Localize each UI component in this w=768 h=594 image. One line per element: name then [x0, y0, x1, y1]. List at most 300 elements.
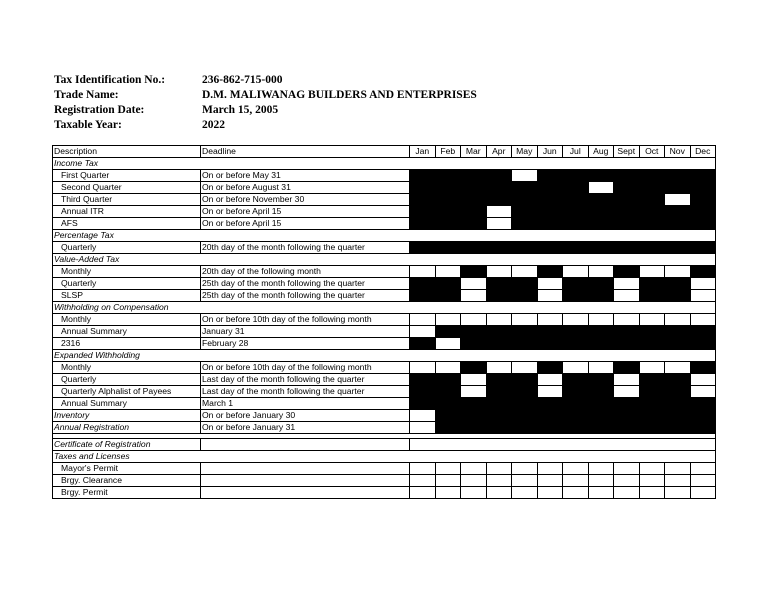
table-row: [53, 362, 716, 374]
month-cell-filled: [461, 170, 487, 182]
category-label: Value-Added Tax: [53, 254, 716, 266]
month-cell-empty: [537, 386, 563, 398]
category-row: [53, 230, 716, 242]
month-cell-filled: [486, 410, 512, 422]
month-cell-empty: [486, 362, 512, 374]
month-cell-filled: [410, 374, 436, 386]
description-cell: Annual Summary: [53, 326, 201, 338]
month-cell-empty: [461, 463, 487, 475]
month-cell-filled: [690, 206, 716, 218]
month-cell-filled: [563, 338, 589, 350]
deadline-cell: March 1: [201, 398, 410, 410]
month-cell-filled: [512, 218, 538, 230]
month-cell-filled: [512, 410, 538, 422]
month-cell-empty: [588, 182, 614, 194]
month-cell-empty: [486, 475, 512, 487]
month-cell-filled: [410, 386, 436, 398]
month-cell-empty: [461, 386, 487, 398]
month-cell-filled: [537, 242, 563, 254]
month-cell-empty: [588, 362, 614, 374]
description-cell: Quarterly: [53, 374, 201, 386]
month-cell-filled: [639, 182, 665, 194]
deadline-cell: [201, 475, 410, 487]
month-cell-filled: [537, 362, 563, 374]
month-cell-filled: [486, 326, 512, 338]
category-label: Percentage Tax: [53, 230, 716, 242]
month-cell-empty: [435, 475, 461, 487]
month-cell-filled: [486, 182, 512, 194]
month-cell-filled: [486, 374, 512, 386]
month-cell-empty: [512, 475, 538, 487]
month-cell-filled: [435, 194, 461, 206]
month-cell-empty: [512, 170, 538, 182]
deadline-cell: 25th day of the month following the quarter: [201, 290, 410, 302]
month-cell-filled: [588, 326, 614, 338]
info-value: March 15, 2005: [202, 104, 279, 116]
category-row: [53, 158, 716, 170]
month-header: Jan: [410, 146, 436, 158]
month-cell-filled: [639, 374, 665, 386]
month-cell-filled: [665, 218, 691, 230]
month-cell-filled: [665, 386, 691, 398]
month-cell-empty: [614, 374, 640, 386]
month-cell-filled: [486, 278, 512, 290]
description-cell: First Quarter: [53, 170, 201, 182]
deadline-cell: [201, 487, 410, 499]
month-cell-filled: [690, 362, 716, 374]
description-cell: Third Quarter: [53, 194, 201, 206]
month-cell-filled: [614, 206, 640, 218]
month-cell-filled: [690, 422, 716, 434]
month-cell-filled: [563, 218, 589, 230]
month-cell-filled: [665, 422, 691, 434]
month-cell-filled: [410, 218, 436, 230]
month-cell-filled: [614, 242, 640, 254]
month-cell-filled: [435, 206, 461, 218]
month-header: Aug: [588, 146, 614, 158]
category-label: Income Tax: [53, 158, 716, 170]
category-row: [53, 302, 716, 314]
month-cell-empty: [690, 475, 716, 487]
month-header: Jul: [563, 146, 589, 158]
month-cell-empty: [410, 422, 436, 434]
category-row: [53, 254, 716, 266]
month-cell-filled: [486, 422, 512, 434]
month-cell-filled: [588, 410, 614, 422]
month-cell-empty: [410, 266, 436, 278]
table-row: [53, 278, 716, 290]
month-cell-filled: [410, 338, 436, 350]
description-cell: Annual Registration: [53, 422, 201, 434]
month-cell-filled: [665, 170, 691, 182]
deadline-header: Deadline: [201, 146, 410, 158]
description-cell: Mayor's Permit: [53, 463, 201, 475]
month-cell-filled: [537, 410, 563, 422]
month-cell-filled: [639, 410, 665, 422]
month-cell-filled: [486, 338, 512, 350]
month-cell-filled: [537, 218, 563, 230]
month-cell-empty: [512, 362, 538, 374]
month-cell-empty: [665, 314, 691, 326]
month-cell-filled: [512, 278, 538, 290]
description-header: Description: [53, 146, 201, 158]
month-cell-empty: [410, 463, 436, 475]
month-cell-empty: [588, 487, 614, 499]
month-cell-filled: [435, 374, 461, 386]
month-cell-empty: [665, 194, 691, 206]
month-cell-filled: [588, 242, 614, 254]
month-cell-empty: [563, 314, 589, 326]
info-row: [54, 73, 477, 88]
category-label: Expanded Withholding: [53, 350, 716, 362]
month-cell-empty: [690, 290, 716, 302]
month-cell-filled: [486, 398, 512, 410]
deadline-cell: On or before May 31: [201, 170, 410, 182]
month-cell-filled: [461, 326, 487, 338]
month-cell-empty: [435, 314, 461, 326]
month-cell-empty: [690, 487, 716, 499]
months-cell: [410, 439, 716, 451]
month-cell-filled: [614, 218, 640, 230]
month-header: May: [512, 146, 538, 158]
month-cell-filled: [588, 374, 614, 386]
table-row: [53, 386, 716, 398]
month-cell-filled: [665, 410, 691, 422]
month-cell-filled: [639, 422, 665, 434]
description-cell: Quarterly: [53, 278, 201, 290]
month-cell-empty: [614, 386, 640, 398]
month-cell-filled: [563, 194, 589, 206]
description-cell: Brgy. Clearance: [53, 475, 201, 487]
month-cell-filled: [614, 398, 640, 410]
month-cell-filled: [639, 242, 665, 254]
category-label: Certificate of Registration: [53, 439, 201, 451]
month-cell-empty: [614, 463, 640, 475]
month-cell-filled: [410, 206, 436, 218]
month-cell-filled: [690, 182, 716, 194]
month-cell-filled: [461, 338, 487, 350]
table-row: [53, 266, 716, 278]
month-cell-filled: [435, 410, 461, 422]
month-cell-filled: [614, 266, 640, 278]
month-header: Sept: [614, 146, 640, 158]
month-cell-filled: [461, 182, 487, 194]
month-cell-filled: [563, 242, 589, 254]
deadline-cell: On or before November 30: [201, 194, 410, 206]
month-cell-empty: [563, 362, 589, 374]
month-cell-empty: [486, 218, 512, 230]
table-row: [53, 218, 716, 230]
taxpayer-info: [54, 73, 477, 133]
month-cell-filled: [588, 422, 614, 434]
month-cell-filled: [563, 278, 589, 290]
month-cell-empty: [639, 463, 665, 475]
month-cell-filled: [537, 170, 563, 182]
deadline-cell: [201, 463, 410, 475]
month-cell-filled: [665, 182, 691, 194]
month-cell-filled: [665, 242, 691, 254]
month-cell-empty: [537, 475, 563, 487]
deadline-cell: February 28: [201, 338, 410, 350]
month-cell-filled: [537, 206, 563, 218]
deadline-cell: On or before January 31: [201, 422, 410, 434]
month-cell-filled: [563, 170, 589, 182]
month-cell-filled: [639, 290, 665, 302]
deadline-cell: Last day of the month following the quarter: [201, 386, 410, 398]
month-cell-filled: [435, 182, 461, 194]
month-cell-filled: [461, 194, 487, 206]
deadline-cell: On or before April 15: [201, 218, 410, 230]
month-cell-empty: [512, 266, 538, 278]
description-cell: Quarterly: [53, 242, 201, 254]
month-cell-filled: [665, 278, 691, 290]
month-cell-empty: [614, 475, 640, 487]
table-row: [53, 398, 716, 410]
description-cell: Quarterly Alphalist of Payees: [53, 386, 201, 398]
month-cell-filled: [588, 398, 614, 410]
month-cell-filled: [486, 170, 512, 182]
month-header: Mar: [461, 146, 487, 158]
month-cell-empty: [410, 475, 436, 487]
month-cell-filled: [563, 326, 589, 338]
info-label: Registration Date:: [54, 104, 145, 116]
month-cell-filled: [639, 194, 665, 206]
month-cell-filled: [665, 398, 691, 410]
month-cell-filled: [588, 194, 614, 206]
month-cell-empty: [410, 487, 436, 499]
month-cell-filled: [461, 362, 487, 374]
info-row: [54, 118, 477, 133]
description-cell: Monthly: [53, 362, 201, 374]
category-label: Withholding on Compensation: [53, 302, 716, 314]
description-cell: 2316: [53, 338, 201, 350]
month-cell-empty: [410, 410, 436, 422]
month-header: Feb: [435, 146, 461, 158]
month-cell-empty: [410, 314, 436, 326]
month-cell-filled: [435, 290, 461, 302]
month-cell-filled: [639, 206, 665, 218]
month-cell-empty: [486, 266, 512, 278]
table-row: [53, 374, 716, 386]
month-cell-filled: [588, 206, 614, 218]
month-cell-empty: [410, 362, 436, 374]
month-cell-empty: [537, 278, 563, 290]
month-cell-filled: [410, 242, 436, 254]
month-cell-filled: [410, 398, 436, 410]
month-cell-filled: [588, 278, 614, 290]
month-cell-filled: [639, 170, 665, 182]
month-cell-filled: [461, 206, 487, 218]
month-cell-empty: [563, 463, 589, 475]
month-cell-empty: [435, 463, 461, 475]
description-cell: SLSP: [53, 290, 201, 302]
description-cell: Second Quarter: [53, 182, 201, 194]
category-row: [53, 350, 716, 362]
month-cell-filled: [461, 218, 487, 230]
month-cell-filled: [690, 326, 716, 338]
month-cell-empty: [665, 487, 691, 499]
table-header-row: [53, 146, 716, 158]
info-value: D.M. MALIWANAG BUILDERS AND ENTERPRISES: [202, 89, 477, 101]
month-cell-empty: [435, 362, 461, 374]
month-cell-filled: [563, 422, 589, 434]
month-cell-filled: [410, 182, 436, 194]
month-cell-empty: [588, 463, 614, 475]
month-cell-empty: [537, 487, 563, 499]
month-cell-filled: [614, 422, 640, 434]
month-cell-filled: [537, 194, 563, 206]
month-cell-filled: [486, 194, 512, 206]
month-cell-filled: [537, 182, 563, 194]
month-cell-filled: [563, 290, 589, 302]
month-cell-filled: [461, 266, 487, 278]
month-cell-filled: [410, 170, 436, 182]
month-cell-filled: [563, 398, 589, 410]
month-cell-filled: [665, 374, 691, 386]
month-cell-empty: [639, 487, 665, 499]
month-cell-filled: [461, 398, 487, 410]
month-cell-empty: [410, 326, 436, 338]
month-cell-filled: [512, 242, 538, 254]
month-cell-filled: [690, 218, 716, 230]
description-cell: Monthly: [53, 314, 201, 326]
month-cell-empty: [614, 487, 640, 499]
month-cell-empty: [690, 314, 716, 326]
month-cell-filled: [614, 194, 640, 206]
month-cell-filled: [563, 374, 589, 386]
month-cell-filled: [563, 182, 589, 194]
info-label: Tax Identification No.:: [54, 74, 166, 86]
deadline-cell: On or before 10th day of the following month: [201, 314, 410, 326]
month-cell-filled: [563, 410, 589, 422]
deadline-cell: 25th day of the month following the quarter: [201, 278, 410, 290]
month-cell-filled: [435, 218, 461, 230]
month-cell-filled: [563, 206, 589, 218]
month-header: Dec: [690, 146, 716, 158]
month-cell-filled: [512, 182, 538, 194]
table-row: [53, 463, 716, 475]
deadline-cell: [201, 439, 410, 451]
month-cell-filled: [410, 278, 436, 290]
month-cell-empty: [588, 314, 614, 326]
month-cell-empty: [435, 487, 461, 499]
month-cell-filled: [563, 386, 589, 398]
month-header: Nov: [665, 146, 691, 158]
month-cell-filled: [435, 326, 461, 338]
month-cell-empty: [512, 463, 538, 475]
month-cell-filled: [690, 398, 716, 410]
month-cell-empty: [563, 487, 589, 499]
month-cell-empty: [563, 266, 589, 278]
month-cell-empty: [461, 475, 487, 487]
month-cell-filled: [486, 386, 512, 398]
month-cell-filled: [690, 266, 716, 278]
month-cell-filled: [614, 338, 640, 350]
table-row: [53, 475, 716, 487]
table-row: [53, 487, 716, 499]
table-row: [53, 242, 716, 254]
month-cell-empty: [690, 386, 716, 398]
month-cell-filled: [588, 170, 614, 182]
info-label: Trade Name:: [54, 89, 119, 101]
month-cell-filled: [486, 242, 512, 254]
month-cell-empty: [435, 266, 461, 278]
month-cell-filled: [461, 242, 487, 254]
month-cell-filled: [639, 338, 665, 350]
table-row: [53, 338, 716, 350]
month-cell-empty: [461, 487, 487, 499]
month-cell-filled: [588, 338, 614, 350]
month-cell-empty: [486, 206, 512, 218]
month-cell-empty: [614, 314, 640, 326]
month-cell-filled: [512, 194, 538, 206]
month-cell-empty: [639, 314, 665, 326]
description-cell: Inventory: [53, 410, 201, 422]
month-cell-filled: [665, 326, 691, 338]
month-cell-filled: [639, 386, 665, 398]
month-cell-filled: [512, 386, 538, 398]
info-row: [54, 103, 477, 118]
month-cell-filled: [435, 386, 461, 398]
month-cell-filled: [614, 362, 640, 374]
month-cell-empty: [537, 290, 563, 302]
month-cell-empty: [639, 362, 665, 374]
month-cell-filled: [537, 266, 563, 278]
month-cell-filled: [512, 374, 538, 386]
description-cell: Annual Summary: [53, 398, 201, 410]
month-cell-filled: [639, 398, 665, 410]
deadline-cell: On or before August 31: [201, 182, 410, 194]
month-cell-filled: [588, 386, 614, 398]
description-cell: Monthly: [53, 266, 201, 278]
deadline-cell: January 31: [201, 326, 410, 338]
month-cell-empty: [537, 463, 563, 475]
month-cell-empty: [486, 314, 512, 326]
description-cell: Annual ITR: [53, 206, 201, 218]
month-cell-empty: [665, 266, 691, 278]
description-cell: AFS: [53, 218, 201, 230]
month-cell-filled: [435, 398, 461, 410]
month-cell-filled: [639, 278, 665, 290]
month-header: Jun: [537, 146, 563, 158]
month-cell-empty: [614, 290, 640, 302]
tax-calendar-table: [52, 145, 716, 499]
month-cell-filled: [690, 242, 716, 254]
month-cell-empty: [461, 278, 487, 290]
month-cell-empty: [461, 374, 487, 386]
info-label: Taxable Year:: [54, 119, 122, 131]
month-cell-filled: [512, 326, 538, 338]
info-value: 236-862-715-000: [202, 74, 283, 86]
month-cell-empty: [461, 314, 487, 326]
month-cell-filled: [435, 242, 461, 254]
month-cell-filled: [690, 410, 716, 422]
table-row: [53, 206, 716, 218]
month-cell-empty: [690, 463, 716, 475]
info-value: 2022: [202, 119, 225, 131]
month-cell-empty: [665, 475, 691, 487]
month-cell-filled: [690, 170, 716, 182]
month-cell-filled: [512, 422, 538, 434]
deadline-cell: On or before 10th day of the following month: [201, 362, 410, 374]
month-cell-empty: [486, 463, 512, 475]
deadline-cell: On or before April 15: [201, 206, 410, 218]
month-cell-filled: [486, 290, 512, 302]
month-cell-filled: [537, 326, 563, 338]
month-cell-empty: [690, 278, 716, 290]
month-cell-filled: [461, 410, 487, 422]
month-cell-filled: [512, 398, 538, 410]
